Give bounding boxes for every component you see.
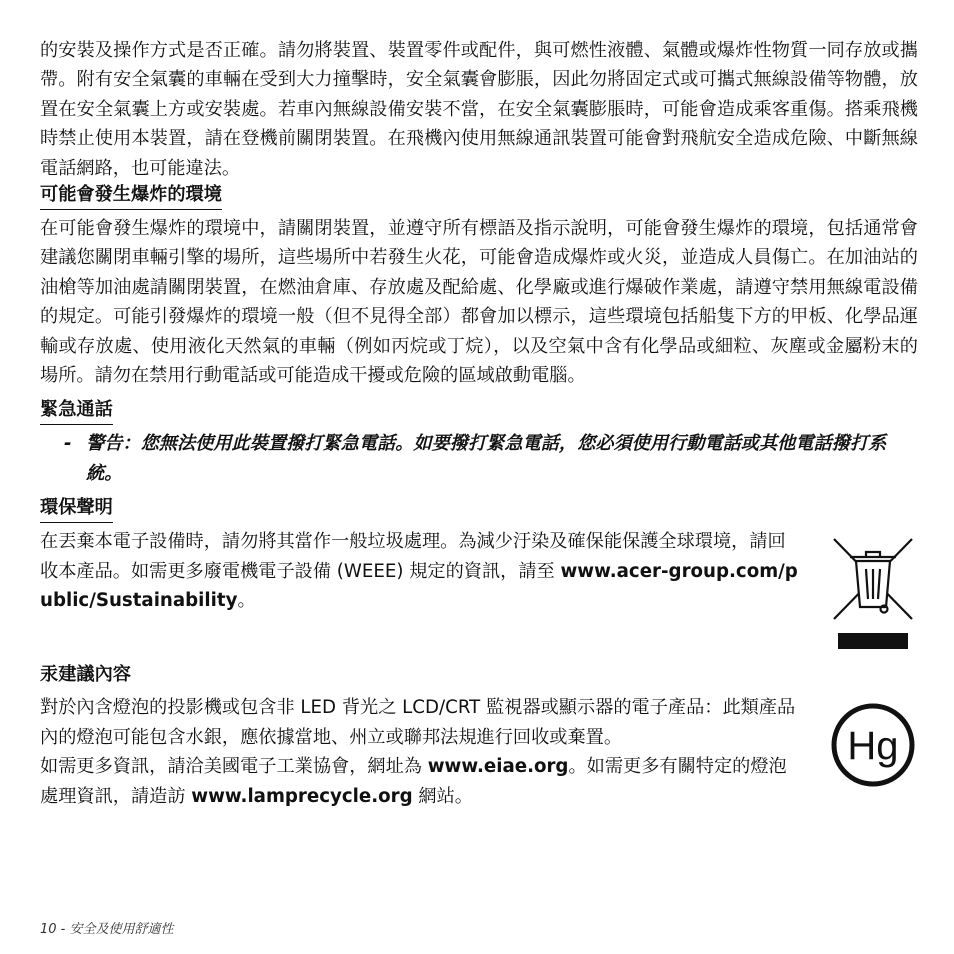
mercury-paragraph-2 [40,752,800,811]
mercury-text-2: 。如需更多有關特定的燈泡處理資訊，請造訪 [40,756,787,807]
weee-crossed-bin-icon [830,535,916,653]
weee-icon-box [828,535,918,653]
mercury-paragraph-1: 對於內含燈泡的投影機或包含非 LED 背光之 LCD/CRT 監視器或顯示器的電子產品：此類產品內的燈泡可能包含水銀，應依據當地、州立或聯邦法規進行回收或棄置。 [40,697,796,748]
sustainability-link[interactable]: www.acer-group.com/public/Sustainability [40,560,798,612]
explosive-paragraph: 在可能會發生爆炸的環境中，請關閉裝置，並遵守所有標語及指示說明，可能會發生爆炸的環境，包括通常會建議您關閉車輛引擎的場所，這些場所中若發生火花，可能會造成爆炸或火災，並造成人員傷亡。在加油站的油槍等加油處請關閉裝置，在燃油倉庫、存放處及配給處、化學廠或進行爆破作業處，請遵守禁用無線電設備的規定。可能引發爆炸的環境一般（但不見得全部）都會加以標示，這些環境包括船隻下方的甲板、化學品運輸或存放處、使用液化天然氣的車輛（例如丙烷或丁烷），以及空氣中含有化學品或細粒、灰塵或金屬粉末的場所。請勿在禁用行動電話或可能造成干擾或危險的區域啟動電腦。 [40,218,918,387]
emergency-section [40,398,918,488]
bullet-dash: - [64,433,72,455]
lamprecycle-link[interactable]: www.lamprecycle.org [191,785,413,807]
hg-label: Hg [847,724,899,769]
mercury-icon-box [828,701,918,789]
mercury-section [40,663,918,811]
mercury-text-3: 網站。 [412,785,473,807]
eiae-link[interactable]: www.eiae.org [427,756,569,778]
warning-text: 警告：您無法使用此裝置撥打緊急電話。如要撥打緊急電話，您必須使用行動電話或其他電話撥打系統。 [86,433,887,484]
environment-paragraph [40,527,800,615]
page-footer: 10 - 安全及使用舒適性 [40,922,174,937]
emergency-warning [40,429,918,488]
mercury-text-1: 如需更多資訊，請洽美國電子工業協會，網址為 [40,756,428,778]
environment-text: 在丟棄本電子設備時，請勿將其當作一般垃圾處理。為減少汙染及確保能保護全球環境，請回收本產品。如需更多廢電機電子設備 (WEEE) 規定的資訊，請至 [40,531,786,582]
intro-paragraph: 的安裝及操作方式是否正確。請勿將裝置、裝置零件或配件，與可燃性液體、氣體或爆炸性物質一同存放或攜帶。附有安全氣囊的車輛在受到大力撞擊時，安全氣囊會膨脹，因此勿將固定式或可攜式無線設備等物體，放置在安全氣囊上方或安裝處。若車內無線設備安裝不當，在安全氣囊膨脹時，可能會造成乘客重傷。搭乘飛機時禁止使用本裝置，請在登機前關閉裝置。在飛機內使用無線通訊裝置可能會對飛航安全造成危險、中斷無線電話網路，也可能違法。 [40,40,918,179]
emergency-heading: 緊急通話 [40,398,113,425]
mercury-heading: 汞建議內容 [40,664,131,686]
mercury-hg-icon [829,701,917,789]
environment-text-end: 。 [237,590,256,612]
page-content [40,36,918,811]
environment-section [40,496,918,653]
environment-heading: 環保聲明 [40,496,113,523]
explosive-section [40,183,918,390]
explosive-heading: 可能會發生爆炸的環境 [40,183,222,210]
